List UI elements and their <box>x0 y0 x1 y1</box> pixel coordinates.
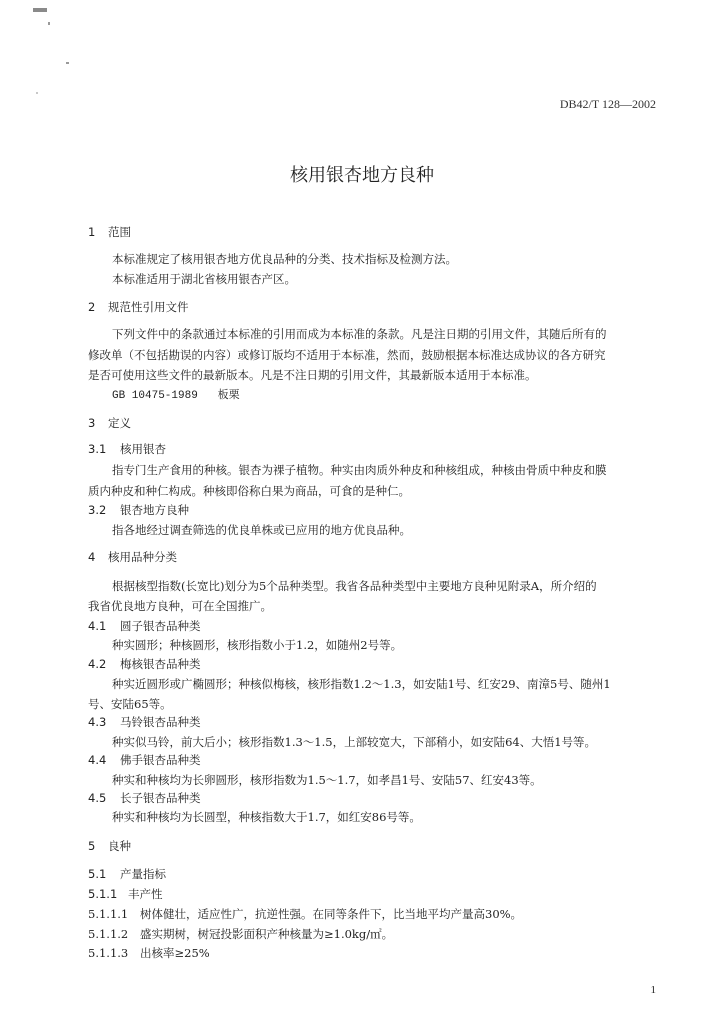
subsection-number: 3.1 <box>88 442 107 456</box>
page-title: 核用银杏地方良种 <box>290 165 434 186</box>
subsection-heading <box>88 887 163 901</box>
paragraph-line: 我省优良地方良种，可在全国推广。 <box>88 599 272 613</box>
paragraph-line: 种实近圆形或广椭圆形；种核似梅核，核形指数1.2～1.3，如安陆1号、红安29、南漳5号、随州1 <box>112 677 611 691</box>
clause-line <box>88 907 522 921</box>
scan-artifact-dot <box>36 92 38 94</box>
scan-artifact-dot <box>66 62 69 64</box>
page-number: 1 <box>650 984 656 996</box>
paragraph-line: 种实似马铃，前大后小；核形指数1.3～1.5，上部较宽大，下部稍小，如安陆64、大悟1号等。 <box>112 735 597 749</box>
subsection-heading <box>88 715 201 729</box>
subsection-number: 4.1 <box>88 619 107 633</box>
subsection-title: 圆子银杏品种类 <box>120 619 201 633</box>
paragraph-line: 种实圆形；种核圆形，核形指数小于1.2，如随州2号等。 <box>112 638 403 652</box>
subsection-title: 梅核银杏品种类 <box>120 657 201 671</box>
subsection-heading <box>88 619 201 633</box>
scan-artifact-bar <box>33 8 47 12</box>
section-title: 良种 <box>108 839 131 853</box>
paragraph-line: 下列文件中的条款通过本标准的引用而成为本标准的条款。凡是注日期的引用文件，其随后所有的 <box>112 327 607 341</box>
subsection-title: 银杏地方良种 <box>120 503 189 517</box>
subsection-heading <box>88 503 189 517</box>
subsection-title: 产量指标 <box>120 867 166 881</box>
paragraph-line: 指专门生产食用的种核。银杏为裸子植物。种实由肉质外种皮和种核组成，种核由骨质中种皮和膜 <box>112 463 607 477</box>
clause-line <box>88 946 210 960</box>
clause-text: 出核率≥25% <box>140 946 210 960</box>
subsection-heading <box>88 867 166 881</box>
paragraph-line: 种实和种核均为长圆型，种核指数大于1.7，如红安86号等。 <box>112 810 421 824</box>
paragraph-line: 根据核型指数(长宽比)划分为5个品种类型。我省各品种类型中主要地方良种见附录A，所介绍的 <box>112 579 597 593</box>
subsection-title: 丰产性 <box>128 887 163 901</box>
section-heading <box>88 839 131 853</box>
subsection-number: 5.1.1 <box>88 887 118 901</box>
clause-text: 盛实期树，树冠投影面积产种核量为≥1.0kg/㎡。 <box>140 927 394 941</box>
paragraph-line: 质内种皮和种仁构成。种核即俗称白果为商品，可食的是种仁。 <box>88 484 410 498</box>
section-title: 核用品种分类 <box>108 550 177 564</box>
subsection-number: 3.2 <box>88 503 107 517</box>
subsection-number: 4.5 <box>88 791 107 805</box>
subsection-heading <box>88 657 201 671</box>
subsection-title: 长子银杏品种类 <box>120 791 201 805</box>
section-number: 3 <box>88 416 96 430</box>
clause-number: 5.1.1.1 <box>88 907 129 921</box>
section-number: 1 <box>88 225 96 239</box>
clause-text: 树体健壮，适应性广，抗逆性强。在同等条件下，比当地平均产量高30%。 <box>140 907 523 921</box>
subsection-number: 4.3 <box>88 715 107 729</box>
paragraph-line: 是否可使用这些文件的最新版本。凡是不注日期的引用文件，其最新版本适用于本标准。 <box>88 368 537 382</box>
document-code: DB42/T 128—2002 <box>559 97 656 111</box>
section-number: 4 <box>88 550 96 564</box>
scan-artifact-dot <box>48 22 50 25</box>
section-number: 2 <box>88 300 96 314</box>
paragraph-line: 本标准规定了核用银杏地方优良品种的分类、技术指标及检测方法。 <box>112 252 457 266</box>
subsection-title: 马铃银杏品种类 <box>120 715 201 729</box>
section-number: 5 <box>88 839 96 853</box>
subsection-heading <box>88 791 201 805</box>
section-heading <box>88 225 131 239</box>
reference-entry: GB 10475-1989 板栗 <box>112 390 240 402</box>
subsection-title: 核用银杏 <box>120 442 166 456</box>
paragraph-line: 号、安陆65等。 <box>88 697 172 711</box>
subsection-heading <box>88 753 201 767</box>
subsection-heading <box>88 442 166 456</box>
clause-number: 5.1.1.2 <box>88 927 129 941</box>
section-heading <box>88 550 177 564</box>
section-heading <box>88 416 131 430</box>
paragraph-line: 本标准适用于湖北省核用银杏产区。 <box>112 272 296 286</box>
section-title: 规范性引用文件 <box>108 300 189 314</box>
section-heading <box>88 300 189 314</box>
subsection-number: 4.2 <box>88 657 107 671</box>
section-title: 范围 <box>108 225 131 239</box>
subsection-number: 4.4 <box>88 753 107 767</box>
paragraph-line: 指各地经过调查筛选的优良单株或已应用的地方优良品种。 <box>112 523 411 537</box>
paragraph-line: 修改单（不包括勘误的内容）或修订版均不适用于本标准，然而，鼓励根据本标准达成协议的各方研究 <box>88 348 606 362</box>
section-title: 定义 <box>108 416 131 430</box>
clause-number: 5.1.1.3 <box>88 946 129 960</box>
subsection-number: 5.1 <box>88 867 107 881</box>
paragraph-line: 种实和种核均为长卵圆形，核形指数为1.5～1.7，如孝昌1号、安陆57、红安43等。 <box>112 773 542 787</box>
subsection-title: 佛手银杏品种类 <box>120 753 201 767</box>
clause-line <box>88 927 393 941</box>
